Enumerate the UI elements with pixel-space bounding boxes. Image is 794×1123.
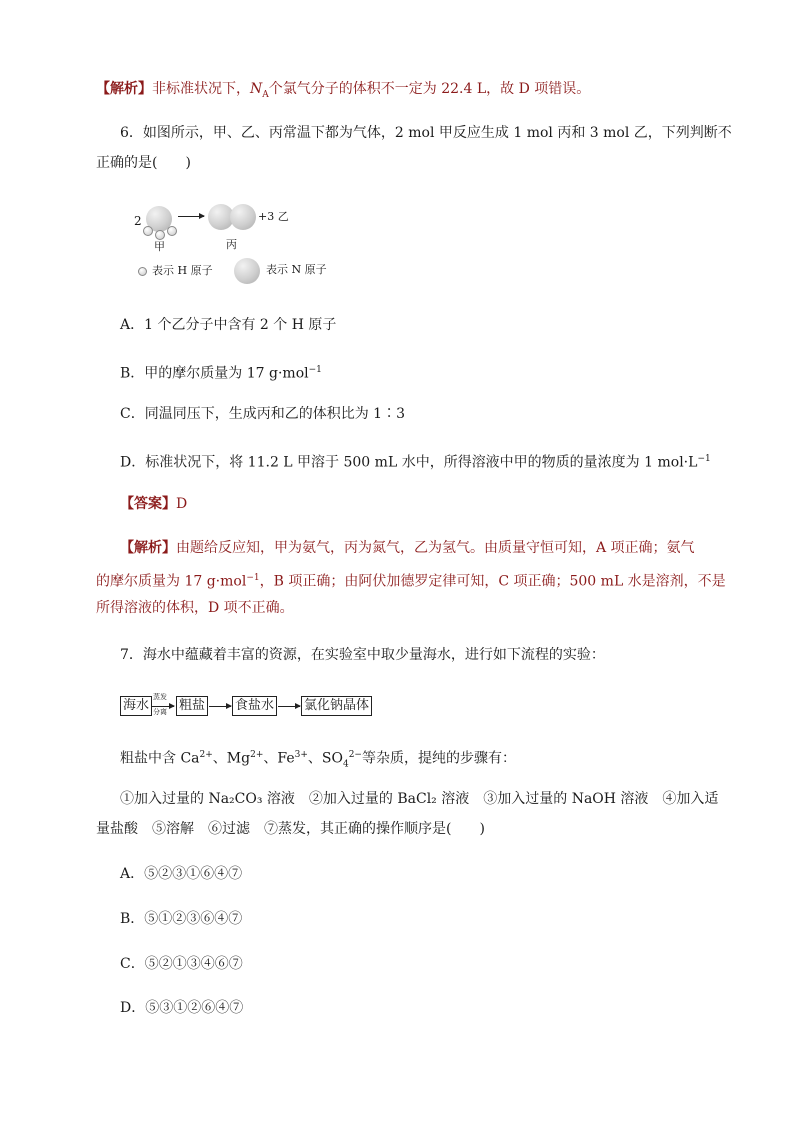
q6-option-a: A．1 个乙分子中含有 2 个 H 原子: [120, 317, 337, 333]
label-bing: 丙: [226, 238, 237, 251]
coefficient-right: +3 乙: [258, 210, 289, 223]
h-atom-jia-2: [155, 230, 165, 240]
avogadro-symbol: N: [250, 81, 263, 97]
flow-arrow-icon-2: [209, 706, 231, 707]
h-atom-jia-3: [167, 226, 177, 236]
q6-analysis-line-2: 的摩尔质量为 17 g·mol$^{-1}$，B 项正确；由阿伏加德罗定律可知，C 项正确；500 mL 水是溶剂，不是: [96, 573, 726, 590]
reaction-arrow-icon: [178, 216, 204, 217]
q6-molecule-diagram: [128, 196, 368, 296]
q6-option-c: C．同温同压下，生成丙和乙的体积比为 1∶3: [120, 406, 405, 422]
analysis-tag: 【解析】: [96, 81, 152, 97]
q7-impurity-line: 粗盐中含 $Ca^{2+}$、$Mg^{2+}$、$Fe^{3+}$、$SO_4^{2-}$等杂质，提纯的步骤有：: [120, 750, 516, 770]
coefficient-left: 2: [134, 214, 142, 228]
q6-option-b: B．甲的摩尔质量为 17 g·mol$^{-1}$: [120, 365, 322, 382]
legend-h-text: 表示 H 原子: [152, 264, 213, 277]
legend-n-atom-icon: [234, 258, 260, 284]
legend-n-text: 表示 N 原子: [266, 263, 327, 276]
flow-condition-bottom: 分离: [153, 708, 167, 716]
q6-stem-line-2: 正确的是( ): [96, 155, 191, 171]
q7-option-c: C．⑤②①③④⑥⑦: [120, 956, 243, 972]
q6-analysis-line-1: 【解析】由题给反应知，甲为氨气，丙为氮气，乙为氢气。由质量守恒可知，A 项正确；氨气: [120, 540, 695, 556]
prev-analysis: 【解析】非标准状况下，$N_A$个氯气分子的体积不一定为 22.4 L，故 D 项错误。: [96, 81, 591, 100]
h-atom-jia-1: [143, 226, 153, 236]
flow-arrow-icon-1: [152, 706, 174, 707]
q6-analysis-line-3: 所得溶液的体积，D 项不正确。: [96, 600, 294, 616]
flow-arrow-icon-3: [278, 706, 300, 707]
q7-option-b: B．⑤①②③⑥④⑦: [120, 911, 243, 927]
flow-box-salt-water: 食盐水: [232, 696, 277, 716]
legend-h-atom-icon: [138, 267, 147, 276]
flow-box-nacl-crystal: 氯化钠晶体: [301, 696, 372, 716]
flow-condition-top: 蒸发: [153, 693, 167, 701]
q6-answer: 【答案】D: [120, 496, 188, 512]
q7-steps-line-2: 量盐酸 ⑤溶解 ⑥过滤 ⑦蒸发，其正确的操作顺序是( ): [96, 821, 485, 837]
q7-stem: 7．海水中蕴藏着丰富的资源，在实验室中取少量海水，进行如下流程的实验：: [120, 647, 605, 663]
flow-box-seawater: 海水: [120, 696, 152, 716]
label-jia: 甲: [154, 240, 165, 253]
q7-option-d: D．⑤③①②⑥④⑦: [120, 1000, 244, 1016]
q7-steps-line-1: ①加入过量的 Na₂CO₃ 溶液 ②加入过量的 BaCl₂ 溶液 ③加入过量的 NaOH 溶液 ④加入适: [120, 791, 719, 807]
flow-box-crude-salt: 粗盐: [176, 696, 208, 716]
q6-stem-line-1: 6．如图所示，甲、乙、丙常温下都为气体，2 mol 甲反应生成 1 mol 丙和 3 mol 乙，下列判断不: [120, 125, 732, 141]
n-atom-bing-2: [230, 204, 256, 230]
q7-option-a: A．⑤②③①⑥④⑦: [120, 866, 243, 882]
q6-option-d: D．标准状况下，将 11.2 L 甲溶于 500 mL 水中，所得溶液中甲的物质的量浓度为 1 $mol\cdot L^{-1}$: [120, 454, 711, 471]
